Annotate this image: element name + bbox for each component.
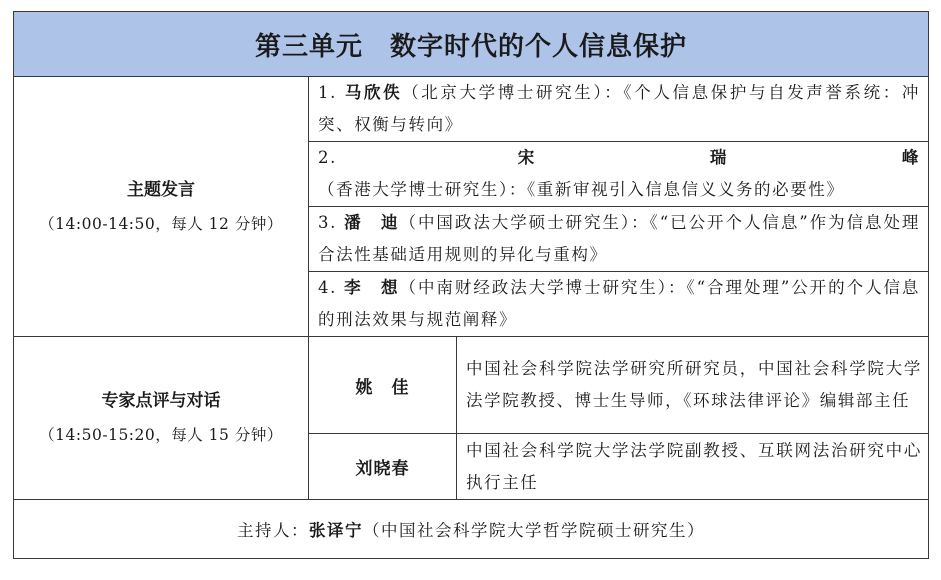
talk-detail: （北京大学博士研究生）：《个人信息保护与自发声誉系统：冲突、权衡与转向》 bbox=[318, 83, 921, 134]
expert-name: 刘晓春 bbox=[309, 434, 457, 500]
talk-speaker: 宋瑞峰 bbox=[517, 148, 921, 167]
talk-number: 4. bbox=[318, 278, 337, 297]
talk-item bbox=[309, 207, 929, 272]
talk-detail: （中南财经政法大学博士研究生）：《“合理处理”公开的个人信息的刑法效果与规范阐释》 bbox=[318, 278, 921, 329]
talk-detail: （中国政法大学硕士研究生）：《“已公开个人信息”作为信息处理合法性基础适用规则的异化与重构》 bbox=[318, 213, 921, 264]
schedule-table bbox=[13, 11, 929, 559]
host-name: 张译宁 bbox=[309, 521, 364, 540]
keynote-section-label bbox=[14, 77, 309, 337]
expert-description: 中国社会科学院大学法学院副教授、互联网法治研究中心执行主任 bbox=[457, 434, 929, 500]
keynote-section-name: 主题发言 bbox=[127, 179, 195, 200]
review-section-name: 专家点评与对话 bbox=[101, 391, 221, 411]
talk-speaker: 李 想 bbox=[344, 278, 400, 297]
unit-title: 第三单元 数字时代的个人信息保护 bbox=[14, 12, 929, 77]
expert-row bbox=[14, 337, 929, 434]
host-detail: （中国社会科学院大学哲学院硕士研究生） bbox=[363, 521, 706, 540]
talk-row bbox=[14, 77, 929, 142]
talk-speaker: 潘 迪 bbox=[344, 213, 400, 232]
talk-item bbox=[309, 142, 929, 207]
expert-description: 中国社会科学院法学研究所研究员，中国社会科学院大学法学院教授、博士生导师，《环球法律评论》编辑部主任 bbox=[457, 337, 929, 434]
talk-item bbox=[309, 77, 929, 142]
talk-speaker: 马欣佚 bbox=[344, 83, 403, 102]
expert-name: 姚 佳 bbox=[309, 337, 457, 434]
talk-item bbox=[309, 272, 929, 337]
talk-number: 2. bbox=[318, 148, 337, 167]
talk-number: 3. bbox=[318, 213, 337, 232]
host-label: 主持人： bbox=[237, 521, 310, 540]
keynote-section-time: （14:00-14:50，每人 12 分钟） bbox=[39, 214, 283, 233]
review-section-time: （14:50-15:20，每人 15 分钟） bbox=[39, 426, 283, 444]
review-section-label bbox=[14, 337, 309, 500]
host-row bbox=[14, 500, 929, 559]
talk-number: 1. bbox=[318, 83, 337, 102]
title-row bbox=[14, 12, 929, 77]
host-cell bbox=[14, 500, 929, 559]
talk-detail: （香港大学博士研究生）：《重新审视引入信息信义义务的必要性》 bbox=[318, 180, 845, 199]
